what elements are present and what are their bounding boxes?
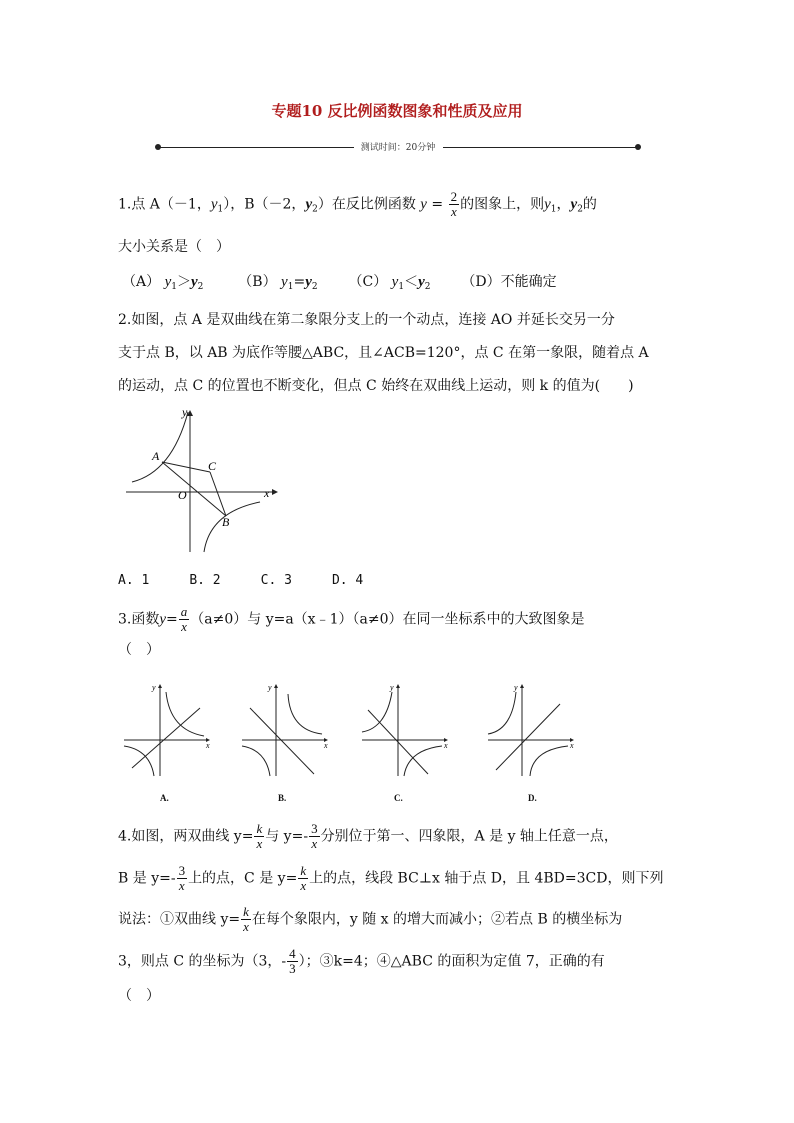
q2-line2: 支于点 B，以 AB 为底作等腰△ABC，且∠ACB=120°，点 C 在第一象限，随着点 A (118, 345, 649, 361)
test-time-row (155, 140, 641, 156)
q3-line1: 3.函数y= $\frac{a}{x}$ （a≠0）与 y=a（x﹣1）（a≠0）在同一坐标系中的大致图象是 (118, 604, 585, 634)
q3-graph-a (122, 680, 214, 780)
q3-label-c[interactable]: C. (394, 793, 403, 803)
x-axis-arrow (272, 489, 278, 495)
q2-line1: 2.如图，点 A 是双曲线在第二象限分支上的一个动点，连接 AO 并延长交另一分 (118, 312, 615, 328)
svg-text:y: y (268, 683, 272, 692)
q4-line2: B 是 y=- $\frac{3}{x}$ 上的点，C 是 y= $\frac{k}{x}$ 上的点，线段 BC⊥x 轴于点 D，且 4BD=3CD，则下列 (118, 863, 664, 893)
svg-text:y: y (514, 683, 518, 692)
q3-label-b[interactable]: B. (278, 793, 287, 803)
q3-label-a[interactable]: A. (160, 793, 169, 803)
test-time-label: 测试时间：20分钟 (360, 143, 436, 153)
q3-graph-d (486, 680, 578, 780)
fig-label-o: O (178, 488, 187, 502)
svg-text:y: y (152, 683, 156, 692)
q2-option-a[interactable]: A. 1 (118, 573, 150, 588)
q2-line3: 的运动，点 C 的位置也不断变化，但点 C 始终在双曲线上运动，则 k 的值为( ) (118, 378, 634, 394)
segment-ac (162, 462, 210, 472)
svg-text:y: y (390, 683, 394, 692)
fig-label-b: B (222, 515, 230, 529)
q1-fraction: $\frac{2}{x}$ (450, 189, 458, 219)
q3-graph-c (360, 680, 452, 780)
q3-fraction: $\frac{a}{x}$ (180, 604, 188, 634)
q1-option-d[interactable]: （D）不能确定 (461, 274, 557, 290)
hyperbola-branch-4 (204, 502, 260, 552)
q2-option-c[interactable]: C. 3 (260, 573, 292, 588)
page-title: 专题10 反比例函数图象和性质及应用 (271, 102, 523, 120)
svg-text:x: x (324, 741, 328, 750)
q3-graph-b (240, 680, 332, 780)
q1-option-c[interactable]: （C） $y_1<y_2$ (348, 274, 431, 292)
hyperbola-branch-2 (132, 412, 188, 482)
q4-line3: 说法：①双曲线 y= $\frac{k}{x}$ 在每个象限内，y 随 x 的增大而减小；②若点 B 的横坐标为 (118, 904, 623, 934)
svg-text:x: x (206, 741, 210, 750)
q2-options (118, 571, 363, 591)
q1-line1: 1.点 A（－1，$y_1$），B（－2，$y_2$）在反比例函数 y = $\frac{2}{x}$ 的图象上，则$y_1$，$y_2$的 (118, 189, 597, 219)
svg-text:x: x (444, 741, 448, 750)
q4-line1: 4.如图，两双曲线 y= $\frac{k}{x}$ 与 y=- $\frac{3}{x}$ 分别位于第一、四象限，A 是 y 轴上任意一点， (118, 821, 618, 851)
q4-line4: 3，则点 C 的坐标为（3，- $\frac{4}{3}$ ）；③k=4；④△ABC 的面积为定值 7，正确的有 (118, 946, 605, 976)
q3-label-d[interactable]: D. (528, 793, 537, 803)
q1-line2: 大小关系是（ ） (118, 239, 230, 255)
q1-options (122, 272, 557, 297)
right-rule (443, 147, 637, 148)
q2-option-d[interactable]: D. 4 (331, 573, 364, 588)
q1-option-a[interactable]: （A） $y_1>y_2$ (122, 274, 204, 292)
q1-option-b[interactable]: （B） $y_1=y_2$ (238, 274, 318, 292)
svg-text:x: x (570, 741, 574, 750)
fig-label-c: C (208, 459, 217, 473)
q2-option-b[interactable]: B. 2 (189, 573, 221, 588)
right-dot (635, 144, 641, 150)
q3-line2: （ ） (118, 642, 160, 658)
q4-line5: （ ） (118, 988, 160, 1004)
fig-label-y: y (182, 405, 188, 419)
q2-figure (118, 400, 288, 560)
fig-label-a: A (152, 449, 160, 463)
fig-label-x: x (264, 486, 270, 500)
